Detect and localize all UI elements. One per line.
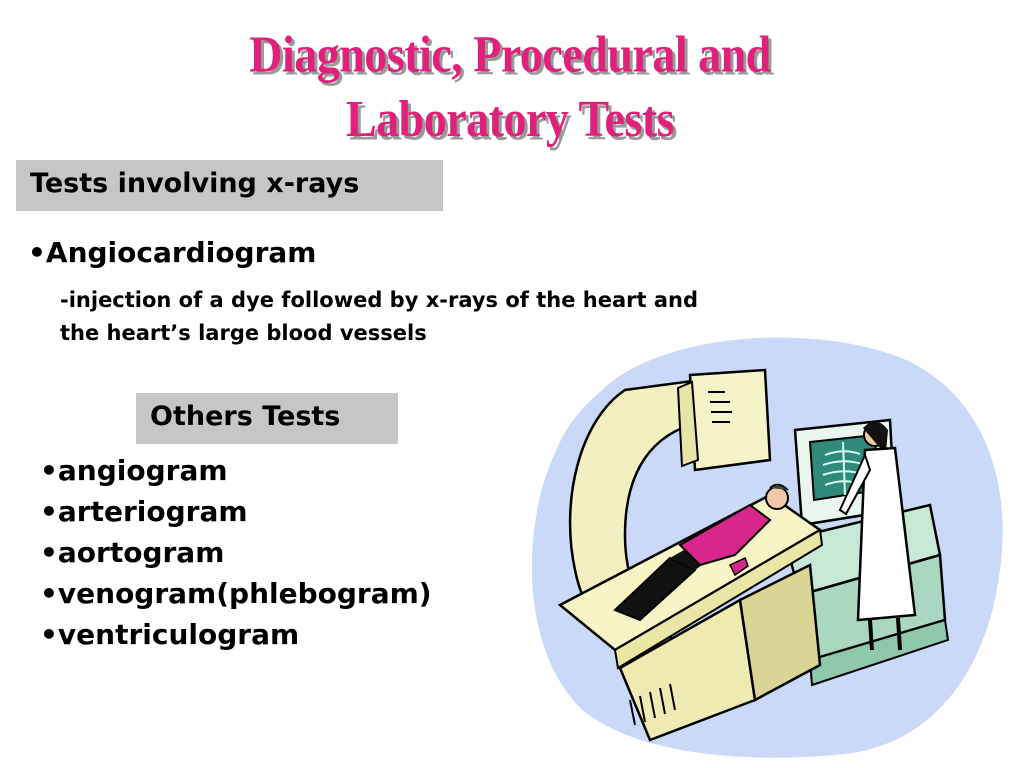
slide-title-line-1: Diagnostic, Procedural and xyxy=(249,25,771,83)
description-line-1: -injection of a dye followed by x-rays of the heart and xyxy=(60,288,698,312)
slide-title xyxy=(180,22,840,152)
section-label-xrays: Tests involving x-rays xyxy=(16,160,443,211)
list-item: •angiogram xyxy=(40,454,228,487)
list-item: •ventriculogram xyxy=(40,618,300,651)
list-item: •aortogram xyxy=(40,536,225,569)
description-line-2: the heart’s large blood vessels xyxy=(60,321,427,345)
slide-title-line-2: Laboratory Tests xyxy=(345,90,675,148)
list-item: •arteriogram xyxy=(40,495,248,528)
other-tests-list xyxy=(40,450,432,655)
x-ray-exam-clipart-icon xyxy=(520,320,1020,760)
bullet-angiocardiogram: •Angiocardiogram xyxy=(28,236,317,269)
x-ray-tube xyxy=(690,370,770,470)
list-item: •venogram(phlebogram) xyxy=(40,577,432,610)
section-label-others: Others Tests xyxy=(136,393,398,444)
